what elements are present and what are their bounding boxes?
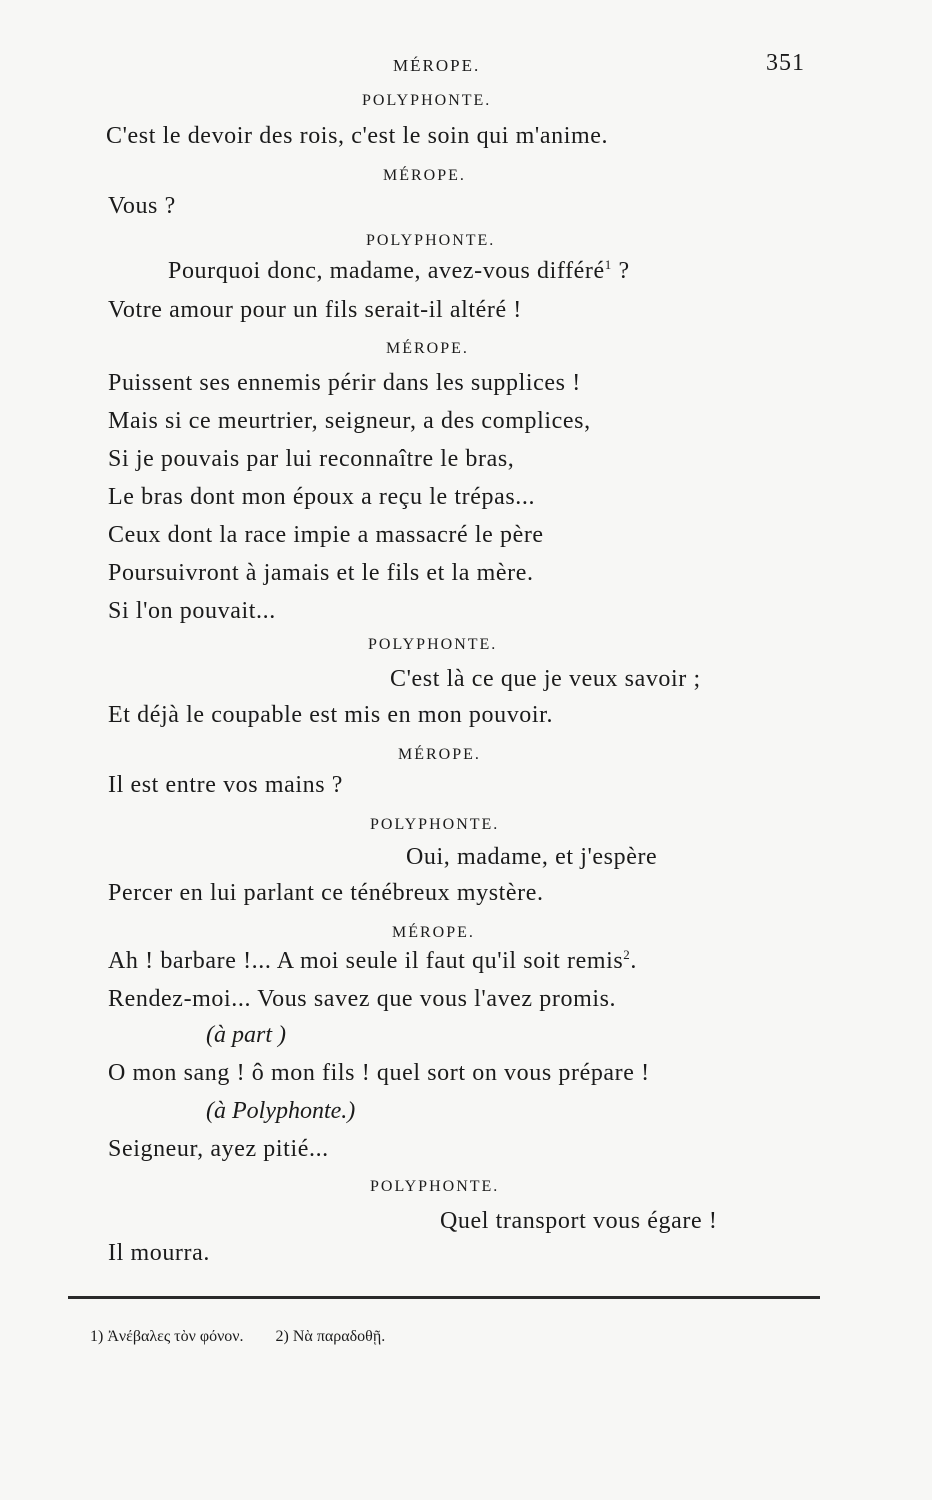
speaker-label: POLYPHONTE. <box>362 92 492 109</box>
footnote-ref: 2 <box>623 947 631 962</box>
stage-direction: (à Polyphonte.) <box>206 1098 356 1124</box>
verse-line: Mais si ce meurtrier, seigneur, a des complices, <box>108 408 591 434</box>
verse-line: Vous ? <box>108 193 176 219</box>
verse-line: Et déjà le coupable est mis en mon pouvoir. <box>108 702 554 728</box>
verse-line: Oui, madame, et j'espère <box>406 844 658 870</box>
page-number: 351 <box>766 50 805 76</box>
verse-line: Le bras dont mon époux a reçu le trépas... <box>108 484 536 510</box>
speaker-label: POLYPHONTE. <box>368 636 498 653</box>
verse-line: C'est là ce que je veux savoir ; <box>390 666 701 692</box>
verse-line: Ceux dont la race impie a massacré le père <box>108 522 544 548</box>
footnote-mark: 2) <box>275 1328 289 1345</box>
footnote-text: Νὰ παραδοθῇ. <box>292 1328 386 1345</box>
verse-line: Il mourra. <box>108 1240 210 1266</box>
speaker-label: MÉROPE. <box>383 167 466 184</box>
footnote-text: Ἀνέβαλες τὸν φόνον. <box>107 1328 244 1345</box>
verse-line: Quel transport vous égare ! <box>440 1208 718 1234</box>
stage-direction: (à part ) <box>206 1022 286 1048</box>
footnote-ref: 1 <box>604 257 612 272</box>
footnote-divider <box>68 1296 820 1299</box>
verse-line: Si l'on pouvait... <box>108 598 276 624</box>
speaker-label: POLYPHONTE. <box>366 232 496 249</box>
verse-line: Percer en lui parlant ce ténébreux mystère. <box>108 880 544 906</box>
verse-line: C'est le devoir des rois, c'est le soin qui m'anime. <box>106 123 609 149</box>
speaker-label: MÉROPE. <box>392 924 475 941</box>
speaker-label: POLYPHONTE. <box>370 816 500 833</box>
verse-line: Poursuivront à jamais et le fils et la mère. <box>108 560 534 586</box>
running-header: MÉROPE. <box>393 56 481 75</box>
speaker-label: MÉROPE. <box>398 746 481 763</box>
verse-line: Puissent ses ennemis périr dans les supplices ! <box>108 370 581 396</box>
footnote <box>90 1328 385 1346</box>
verse-line: O mon sang ! ô mon fils ! quel sort on vous prépare ! <box>108 1060 650 1086</box>
verse-line: Rendez-moi... Vous savez que vous l'avez promis. <box>108 986 617 1012</box>
verse-line: Seigneur, ayez pitié... <box>108 1136 329 1162</box>
verse-line: Pourquoi donc, madame, avez-vous différé$^1$ ? <box>168 257 630 284</box>
verse-line: Il est entre vos mains ? <box>108 772 344 798</box>
speaker-label: MÉROPE. <box>386 340 469 357</box>
verse-line: Si je pouvais par lui reconnaître le bras, <box>108 446 515 472</box>
footnote-mark: 1) <box>90 1328 104 1345</box>
speaker-label: POLYPHONTE. <box>370 1178 500 1195</box>
verse-line: Votre amour pour un fils serait-il altéré ! <box>108 297 522 323</box>
verse-line: Ah ! barbare !... A moi seule il faut qu'il soit remis$^2$. <box>108 947 638 974</box>
